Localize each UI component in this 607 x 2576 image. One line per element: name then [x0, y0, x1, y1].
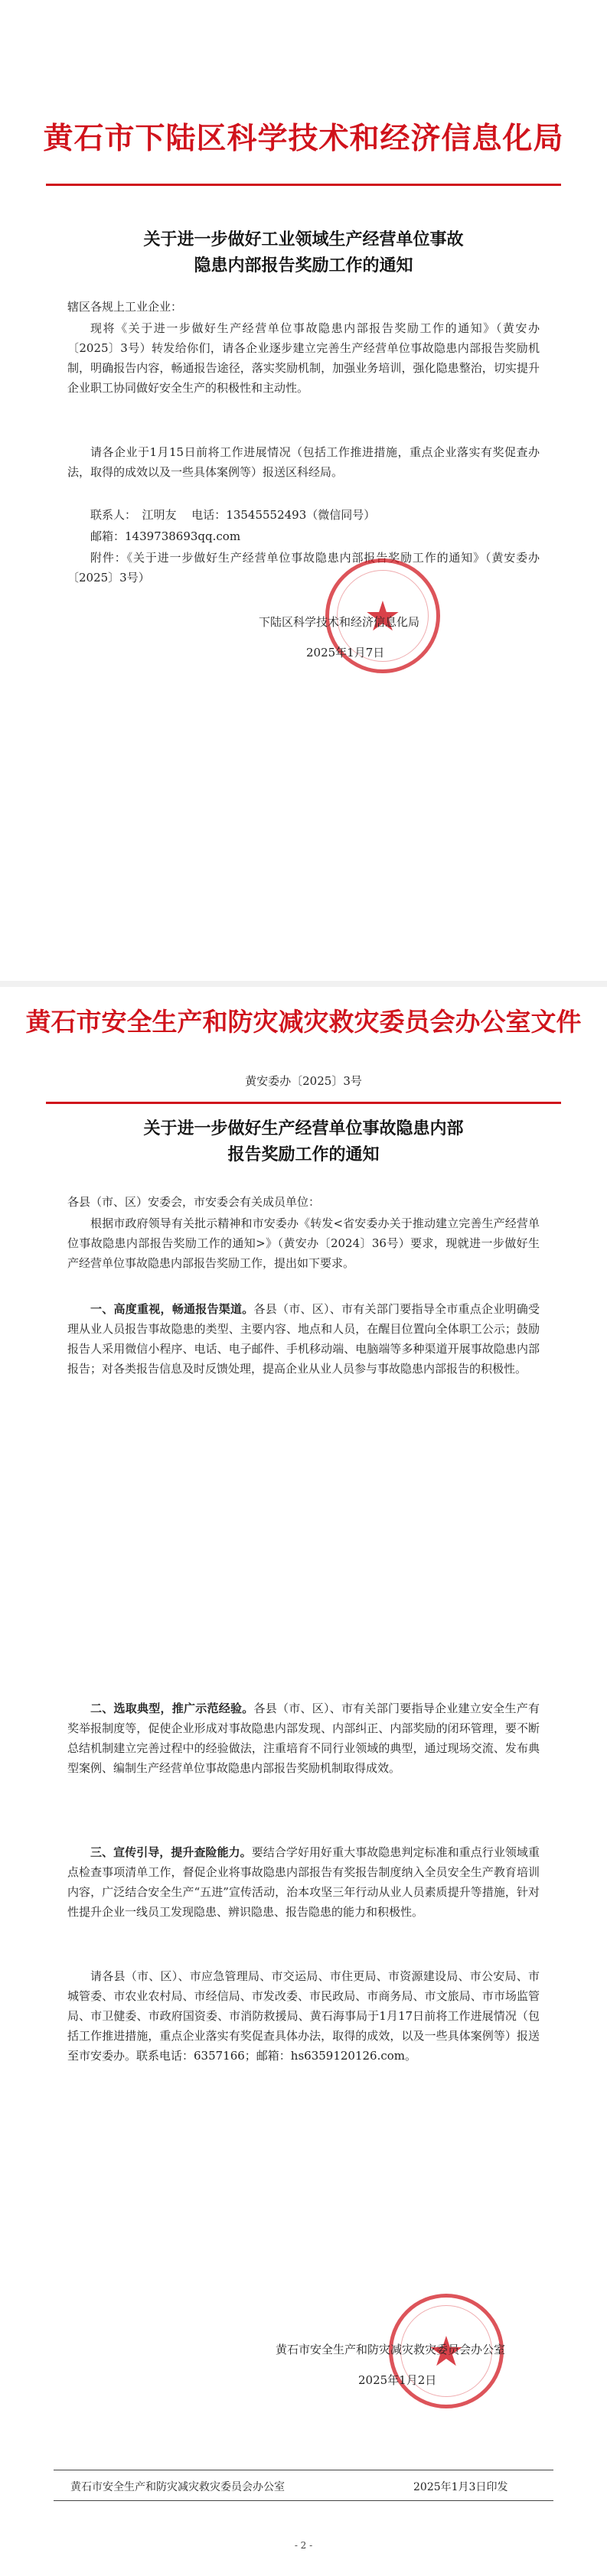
official-seal-icon: ★	[325, 559, 440, 673]
section-2-heading: 二、选取典型，推广示范经验。	[90, 1702, 254, 1715]
section-3	[67, 1842, 540, 1922]
signing-org: 下陆区科学技术和经济信息化局	[259, 615, 420, 629]
section-1	[67, 1299, 540, 1379]
notice-title	[61, 1115, 546, 1168]
official-seal-icon: ★	[389, 2294, 504, 2408]
notice-page-2	[0, 987, 607, 2576]
notice-title-line2: 隐患内部报告奖励工作的通知	[194, 256, 413, 275]
salutation: 辖区各规上工业企业：	[67, 300, 183, 314]
page-number: - 2 -	[294, 2540, 313, 2551]
issuer-header: 黄石市安全生产和防灾减灾救灾委员会办公室文件	[25, 1007, 582, 1037]
header-rule	[46, 1102, 561, 1104]
notice-page-1	[0, 0, 607, 987]
notice-title-line1: 关于进一步做好工业领域生产经营单位事故	[143, 230, 464, 249]
document-number: 黄安委办〔2025〕3号	[245, 1074, 362, 1088]
section-1-body: 各县（市、区）、市有关部门要指导全市重点企业明确受理从业人员报告事故隐患的类型、主要内容、地点和人员，在醒目位置向全体职工公示；鼓励报告人采用微信小程序、电话、电子邮件、手机移动端、电脑端等多种渠道开展事故隐患内部报告；对各类报告信息及时反馈处理，提高企业从业人员参与事故隐患内部报告的积极性。	[67, 1302, 540, 1376]
section-2	[67, 1698, 540, 1778]
salutation: 各县（市、区）安委会，市安委会有关成员单位：	[67, 1195, 321, 1209]
body-paragraph-1: 现将《关于进一步做好生产经营单位事故隐患内部报告奖励工作的通知》（黄安办〔2025〕3号）转发给你们，请各企业逐步建立完善生产经营单位事故隐患内部报告奖励机制，明确报告内容，畅通报告途径，落实奖励机制，加强业务培训，强化隐患整治，切实提升企业职工协同做好安全生产的积极性和主动性。	[67, 321, 540, 395]
signing-date: 2025年1月2日	[358, 2373, 437, 2387]
section-2-body: 各县（市、区）、市有关部门要指导企业建立安全生产有奖举报制度等，促使企业形成对事故隐患内部发现、内部纠正、内部奖励的闭环管理，要不断总结机制建立完善过程中的经验做法，注重培育不同行业领域的典型，通过现场交流、发布典型案例、编制生产经营单位事故隐患内部报告奖励机制取得成效。	[67, 1702, 540, 1775]
signing-date: 2025年1月7日	[306, 646, 385, 659]
attachment-line: 附件：《关于进一步做好生产经营单位事故隐患内部报告奖励工作的通知》（黄安委办〔2025〕3号）	[67, 551, 540, 585]
contact-line: 联系人： 江明友 电话：13545552493（微信同号）	[90, 508, 376, 522]
signing-org: 黄石市安全生产和防灾减灾救灾委员会办公室	[276, 2343, 506, 2356]
section-3-body: 要结合学好用好重大事故隐患判定标准和重点行业领域重点检查事项清单工作，督促企业将事故隐患内部报告有奖报告制度纳入全员安全生产教育培训内容，广泛结合安全生产“五进”宣传活动，治本攻坚三年行动从业人员素质提升等措施，针对性提升企业一线员工发现隐患、辨识隐患、报告隐患的能力和积极性。	[67, 1845, 540, 1919]
issuer-header: 黄石市下陆区科学技术和经济信息化局	[43, 121, 564, 156]
notice-title-line1: 关于进一步做好生产经营单位事故隐患内部	[143, 1119, 464, 1138]
footer-rule-bottom	[54, 2500, 553, 2501]
notice-title	[61, 226, 546, 278]
section-1-heading: 一、高度重视，畅通报告渠道。	[90, 1302, 254, 1316]
closing-paragraph: 请各县（市、区）、市应急管理局、市交运局、市住更局、市资源建设局、市公安局、市城管委、市农业农村局、市经信局、市发改委、市民政局、市商务局、市文旅局、市市场监管局、市卫健委、市政府国资委、市消防救援局、黄石海事局于1月17日前将工作进展情况（包括工作推进措施，重点企业落实有奖促查具体办法，取得的成效，以及一些具体案例等）报送至市安委办。联系电话：6357166；邮箱：hs6359120126.com。	[67, 1969, 540, 2063]
footer-date: 2025年1月3日印发	[413, 2481, 508, 2493]
email-line: 邮箱：1439738693qq.com	[90, 529, 241, 543]
footer-issuer: 黄石市安全生产和防灾减灾救灾委员会办公室	[70, 2481, 285, 2493]
notice-title-line2: 报告奖励工作的通知	[227, 1145, 380, 1164]
section-3-heading: 三、宣传引导，提升查险能力。	[90, 1845, 252, 1859]
header-rule	[46, 184, 561, 186]
intro-paragraph: 根据市政府领导有关批示精神和市安委办《转发<省安委办关于推动建立完善生产经营单位事故隐患内部报告奖励工作的通知>》（黄安办〔2024〕36号）要求，现就进一步做好生产经营单位事故隐患内部报告奖励工作，提出如下要求。	[67, 1216, 540, 1270]
body-paragraph-2: 请各企业于1月15日前将工作进展情况（包括工作推进措施，重点企业落实有奖促查办法，取得的成效以及一些具体案例等）报送区科经局。	[67, 445, 540, 479]
